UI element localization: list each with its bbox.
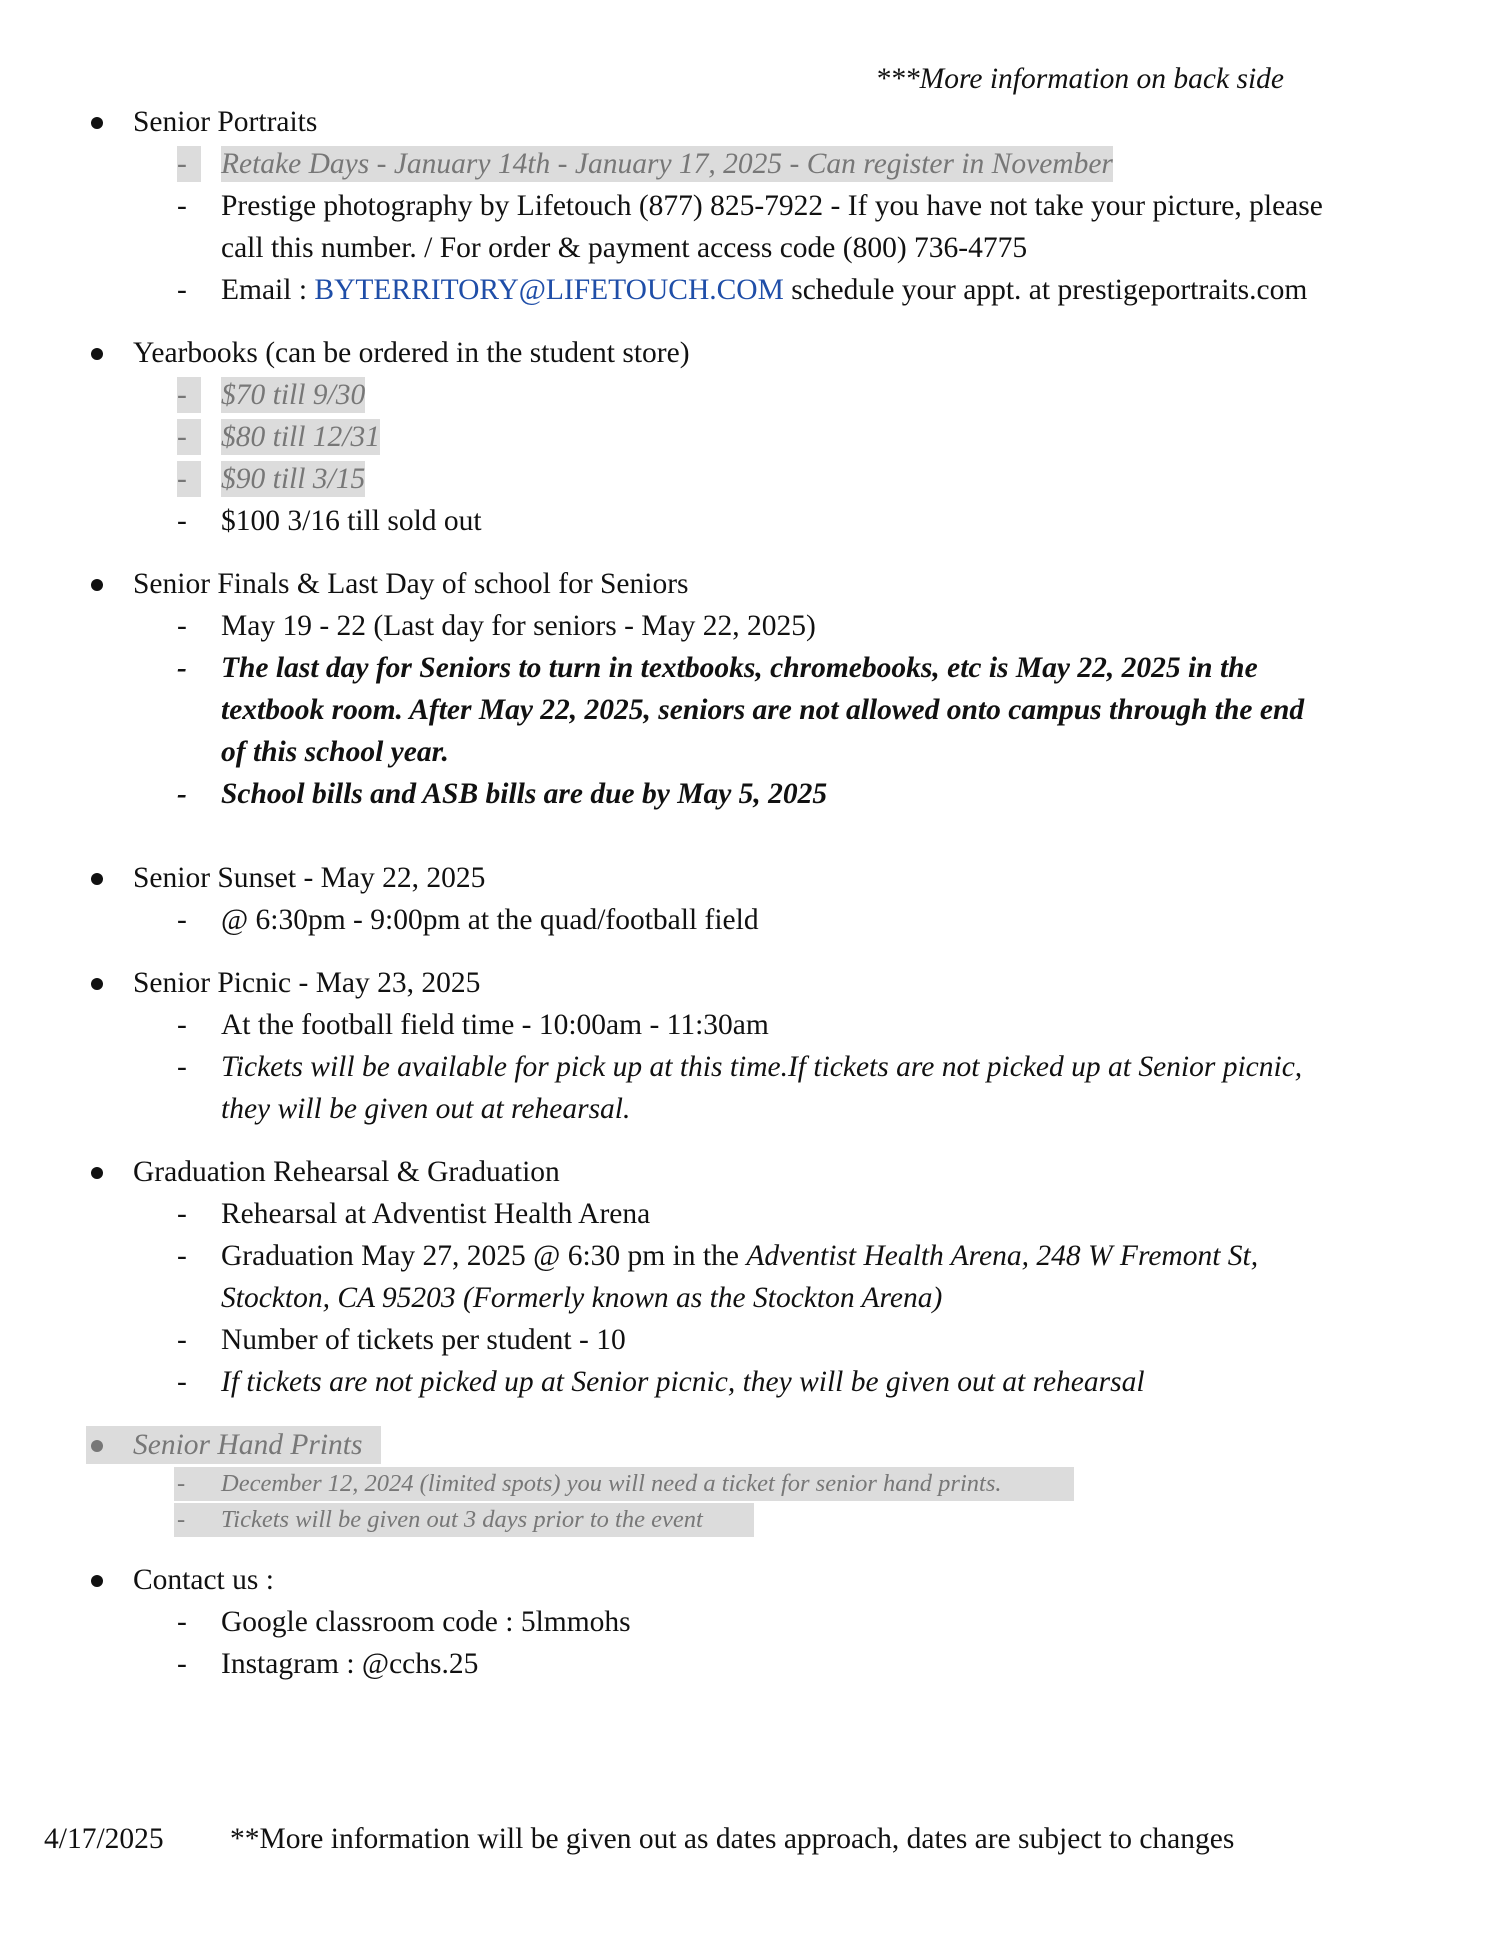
dash-marker: - xyxy=(177,1324,187,1356)
main-list xyxy=(0,101,1500,1685)
dash-marker: - xyxy=(177,652,187,684)
bullet-icon xyxy=(91,1440,103,1452)
ticket-note-item: - If tickets are not picked up at Senior picnic, they will be given out at rehearsal xyxy=(0,1361,1325,1403)
dash-marker: - xyxy=(177,1606,187,1638)
bullet-icon xyxy=(91,579,103,591)
section-title: Senior Portraits xyxy=(133,106,318,138)
section-title: Senior Hand Prints xyxy=(133,1429,363,1461)
email-link[interactable]: BYTERRITORY@LIFETOUCH.COM xyxy=(314,274,784,306)
section-title: Graduation Rehearsal & Graduation xyxy=(133,1156,560,1188)
dash-marker: - xyxy=(177,778,187,810)
ticket-count-item: - Number of tickets per student - 10 xyxy=(0,1319,1325,1361)
bullet-icon xyxy=(91,117,103,129)
section-title: Senior Sunset - May 22, 2025 xyxy=(133,862,486,894)
yearbook-price-item: - $100 3/16 till sold out xyxy=(0,500,1325,542)
dash-marker: - xyxy=(177,1198,187,1230)
section-senior-hand-prints xyxy=(0,1424,1500,1538)
dash-marker: - xyxy=(177,1366,187,1398)
handprints-date-item: - December 12, 2024 (limited spots) you will need a ticket for senior hand prints. xyxy=(0,1466,1325,1502)
section-title: Yearbooks (can be ordered in the student store) xyxy=(133,337,690,369)
dash-marker: - xyxy=(177,1240,187,1272)
yearbook-price-item: - $90 till 3/15 xyxy=(0,458,1325,500)
retake-days-item: - Retake Days - January 14th - January 17, 2025 - Can register in November xyxy=(0,143,1325,185)
section-title: Senior Picnic - May 23, 2025 xyxy=(133,967,481,999)
dash-marker: - xyxy=(177,610,187,642)
yearbook-price-item: - $70 till 9/30 xyxy=(0,374,1325,416)
sunset-time-item: - @ 6:30pm - 9:00pm at the quad/football field xyxy=(0,899,1325,941)
section-senior-sunset xyxy=(0,857,1500,941)
dash-marker: - xyxy=(177,1470,186,1497)
rehearsal-item: - Rehearsal at Adventist Health Arena xyxy=(0,1193,1325,1235)
top-note: ***More information on back side xyxy=(875,63,1284,95)
bullet-icon xyxy=(91,348,103,360)
dash-marker: - xyxy=(177,1506,186,1533)
dash-marker: - xyxy=(177,143,201,185)
dash-marker: - xyxy=(177,190,187,222)
section-senior-portraits xyxy=(0,101,1500,311)
dash-marker: - xyxy=(177,1009,187,1041)
section-senior-picnic xyxy=(0,962,1500,1130)
email-item: - Email : BYTERRITORY@LIFETOUCH.COM schedule your appt. at prestigeportraits.com xyxy=(0,269,1325,311)
section-senior-finals xyxy=(0,563,1500,815)
handprints-tickets-item: - Tickets will be given out 3 days prior to the event xyxy=(0,1502,1325,1538)
textbooks-item: - The last day for Seniors to turn in textbooks, chromebooks, etc is May 22, 2025 in the textbook room. After May 22, 2025, seniors are not allowed onto campus through the end of this school year. xyxy=(0,647,1325,773)
bullet-icon xyxy=(91,1575,103,1587)
graduation-venue-item: - Graduation May 27, 2025 @ 6:30 pm in the Adventist Health Arena, 248 W Fremont St, Stockton, CA 95203 (Formerly known as the Stockton Arena) xyxy=(0,1235,1325,1319)
picnic-tickets-item: - Tickets will be available for pick up at this time.If tickets are not picked up at Senior picnic, they will be given out at rehearsal. xyxy=(0,1046,1325,1130)
dash-marker: - xyxy=(177,458,201,500)
bullet-icon xyxy=(91,1167,103,1179)
instagram-item: - Instagram : @cchs.25 xyxy=(0,1643,1325,1685)
bullet-icon xyxy=(91,873,103,885)
finals-dates-item: - May 19 - 22 (Last day for seniors - May 22, 2025) xyxy=(0,605,1325,647)
footer-date: 4/17/2025 xyxy=(44,1823,164,1855)
dash-marker: - xyxy=(177,1051,187,1083)
picnic-time-item: - At the football field time - 10:00am - 11:30am xyxy=(0,1004,1325,1046)
google-classroom-item: - Google classroom code : 5lmmohs xyxy=(0,1601,1325,1643)
dash-marker: - xyxy=(177,1648,187,1680)
bullet-icon xyxy=(91,978,103,990)
section-contact xyxy=(0,1559,1500,1685)
section-title: Contact us : xyxy=(133,1564,274,1596)
dash-marker: - xyxy=(177,274,187,306)
section-graduation xyxy=(0,1151,1500,1403)
bills-item: - School bills and ASB bills are due by May 5, 2025 xyxy=(0,773,1325,815)
dash-marker: - xyxy=(177,374,201,416)
footer-note: **More information will be given out as dates approach, dates are subject to changes xyxy=(230,1823,1235,1855)
prestige-item: - Prestige photography by Lifetouch (877) 825-7922 - If you have not take your picture, please call this number. / For order & payment access code (800) 736-4775 xyxy=(0,185,1325,269)
dash-marker: - xyxy=(177,416,201,458)
dash-marker: - xyxy=(177,505,187,537)
section-title: Senior Finals & Last Day of school for Seniors xyxy=(133,568,689,600)
dash-marker: - xyxy=(177,904,187,936)
yearbook-price-item: - $80 till 12/31 xyxy=(0,416,1325,458)
section-yearbooks xyxy=(0,332,1500,542)
